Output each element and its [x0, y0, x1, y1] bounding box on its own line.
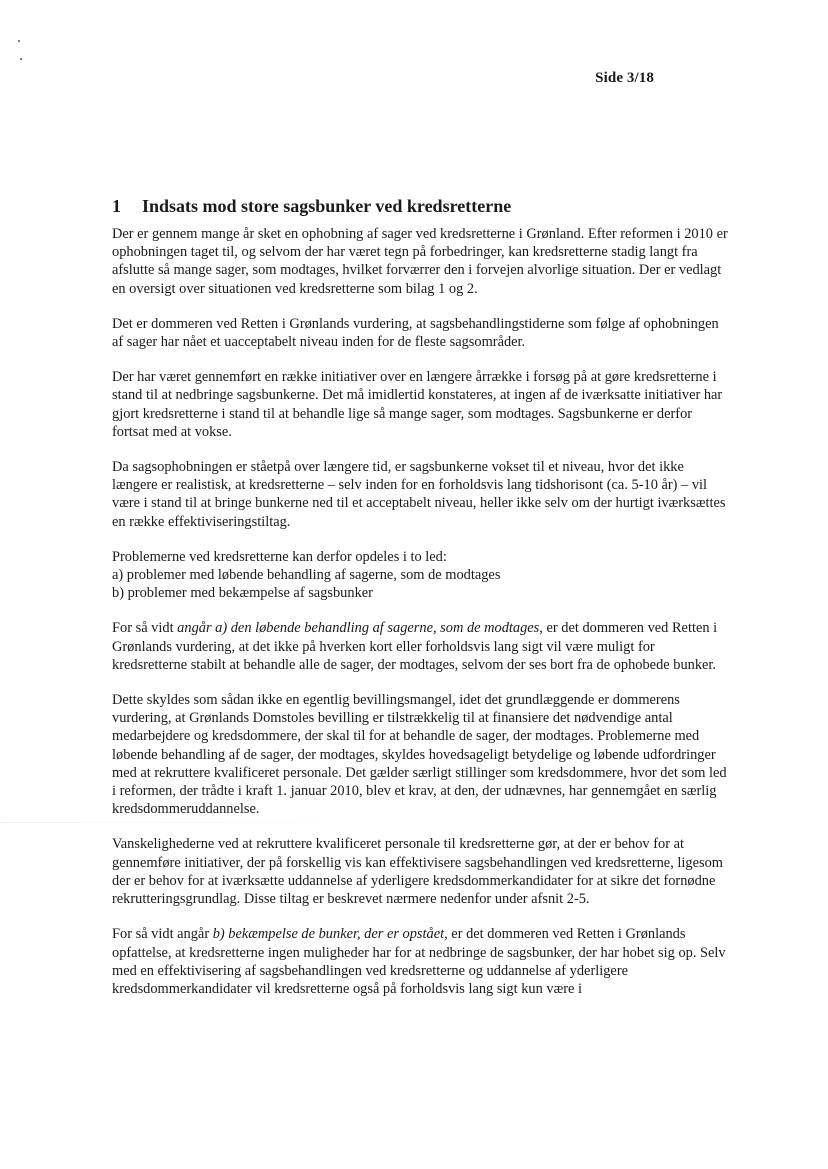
- section-title: Indsats mod store sagsbunker ved kredsretterne: [142, 196, 512, 216]
- paragraph: Der har været gennemført en række initiativer over en længere årrække i forsøg på at gøre kredsretterne i stand til at nedbringe sagsbunkerne. Det må imidlertid konstateres, at ingen af de iværksatte initiativer har gjort kredsretterne i stand til at behandle lige så mange sager, som modtages. Sagsbunkerne er derfor fortsat med at vokse.: [112, 369, 723, 440]
- text-run: , er det dommeren ved Retten i Grønlands opfattelse, at kredsretterne ingen muligheder har for at nedbringe de sagsbunker, der har hobet sig op. Selv med en effektivisering af sagsbehandlingen ved kredsretterne og uddannelse af yderligere kredsdommerkandidater vil kredsretterne også på forholdsvis lang sigt kun være i: [112, 926, 726, 997]
- paragraph: Det er dommeren ved Retten i Grønlands vurdering, at sagsbehandlingstiderne som følge af ophobningen af sager har nået et uacceptabelt niveau inden for de fleste sagsområder.: [112, 315, 719, 351]
- document-body: [112, 196, 732, 1015]
- section-heading: [112, 196, 732, 217]
- text-run: , er det dommeren ved Retten i Grønlands vurdering, at det ikke på hverken kort eller forholdsvis lang sigt vil være muligt for kredsretterne stabilt at behandle alle de sager, der modtages, selvom der ses bort fra de ophobede bunker.: [112, 620, 718, 673]
- paragraph: [112, 925, 732, 998]
- list-item: b) problemer med bekæmpelse af sagsbunker: [112, 585, 373, 602]
- paragraph: Da sagsophobningen er ståetpå over længere tid, er sagsbunkerne vokset til et niveau, hvor det ikke længere er realistisk, at kredsretterne – selv inden for en forholdsvis lang tidshorisont (ca. 5-10 år) – vil være i stand til at bringe bunkerne ned til et acceptabelt niveau, heller ikke selv om der hurtigt iværksættes en række effektiviseringstiltag.: [112, 459, 726, 530]
- list-item: a) problemer med løbende behandling af sagerne, som de modtages: [112, 567, 501, 584]
- emphasis-text: angår a) den løbende behandling af sagerne, som de modtages: [177, 620, 540, 637]
- paragraph: Dette skyldes som sådan ikke en egentlig bevillingsmangel, idet det grundlæggende er dommerens vurdering, at Grønlands Domstoles bevilling er tilstrækkelig til at finansiere det nødvendige antal medarbejdere og kredsdommere, der skal til for at behandle de sager, der modtages. Problemerne med løbende behandling af de sager, der modtages, skyldes hovedsageligt betydelige og løbende udfordringer med at rekruttere kvalificeret personale. Det gælder særligt stillinger som kredsdommere, hvor det som led i reformen, der trådte i kraft 1. januar 2010, blev et krav, at den, der udnævnes, har gennemgået en særlig kredsdommeruddannelse.: [112, 692, 727, 818]
- page-number: Side 3/18: [595, 70, 654, 86]
- scan-speck: [18, 40, 20, 42]
- scan-speck: [20, 58, 22, 60]
- emphasis-text: b) bekæmpelse de bunker, der er opstået: [212, 926, 445, 943]
- problem-list: [112, 548, 732, 603]
- section-number: 1: [112, 196, 121, 216]
- list-intro: Problemerne ved kredsretterne kan derfor opdeles i to led:: [112, 548, 447, 565]
- paragraph: Vanskelighederne ved at rekruttere kvalificeret personale til kredsretterne gør, at der er behov for at gennemføre initiativer, der på forskellig vis kan effektivisere sagsbehandlingen ved kredsretterne, ligesom der er behov for at iværksætte uddannelse af yderligere kredsdommerkandidater for at sikre det fornødne rekrutteringsgrundlag. Disse tiltag er beskrevet nærmere nedenfor under afsnit 2-5.: [112, 836, 723, 908]
- paragraph: [112, 619, 732, 674]
- text-run: For så vidt angår: [112, 926, 213, 943]
- text-run: For så vidt: [112, 620, 178, 637]
- paragraph: Der er gennem mange år sket en ophobning af sager ved kredsretterne i Grønland. Efter reformen i 2010 er ophobningen taget til, og selvom der har været tegn på forbedringer, kan kredsretterne stadig langt fra afslutte så mange sager, som modtages, hvilket forværrer den i forvejen alvorlige situation. Der er vedlagt en oversigt over situationen ved kredsretterne som bilag 1 og 2.: [112, 226, 728, 297]
